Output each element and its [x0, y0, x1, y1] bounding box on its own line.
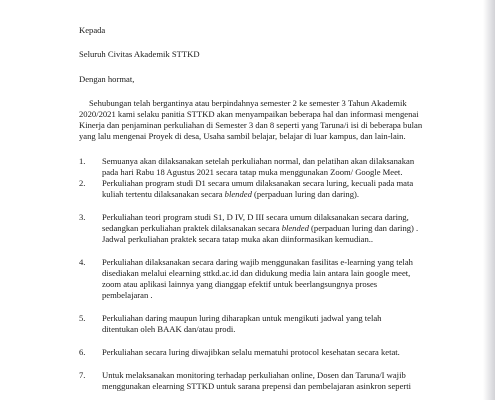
item-line: Perkuliahan secara luring diwajibkan selalu mematuhi protocol kesehatan secara ketat. — [102, 347, 400, 357]
item-line: Perkuliahan teori program studi S1, D IV, D III secara umum dilaksanakan secara daring, — [102, 212, 409, 222]
list-item — [79, 347, 451, 358]
item-line: ditentukan oleh BAAK dan/atau prodi. — [102, 324, 236, 334]
item-line: pada hari Rabu 18 Agustus 2021 secara tatap muka menggunakan Zoom/ Google Meet. — [102, 167, 403, 177]
opening-line: 2020/2021 kami selaku panitia STTKD akan menyampaikan beberapa hal dan informasi mengenai — [79, 109, 419, 119]
item-emphasis: blended — [224, 189, 252, 199]
item-line: Perkuliahan program studi D1 secara umum dilaksanakan secara luring, kecuali pada mata — [102, 178, 414, 188]
opening-line: yang lalu mengenai Proyek di desa, Usaha sambil belajar, belajar di luar kampus, dan lain-lain. — [79, 131, 406, 141]
item-line: Perkuliahan dilaksanakan secara daring wajib menggunakan fasilitas e-learning yang telah — [102, 257, 413, 267]
opening-line: Kinerja dan penjaminan perkuliahan di Semester 3 dan 8 seperti yang Taruna/i isi di beberapa bulan — [79, 120, 423, 130]
item-line: zoom atau aplikasi lainnya yang dianggap efektif untuk beerlangsungnya proses — [102, 279, 378, 289]
item-text: (perpaduan luring dan daring) . — [308, 223, 419, 233]
letter-body — [79, 25, 451, 392]
list-item — [79, 257, 451, 301]
item-emphasis: blended — [281, 223, 309, 233]
item-number: 3. — [79, 212, 86, 222]
item-line: Perkuliahan daring maupun luring diharapkan untuk mengikuti jadwal yang telah — [102, 313, 382, 323]
item-text: kuliah tertentu dilaksanakan secara — [102, 189, 223, 199]
opening-line: Sehubungan telah bergantinya atau berpindahnya semester 2 ke semester 3 Tahun Akademik — [89, 98, 407, 108]
item-line: Untuk melaksanakan monitoring terhadap perkuliahan online, Dosen dan Taruna/I wajib — [102, 370, 406, 380]
item-line: disediakan melalui elearning sttkd.ac.id dan didukung media lain antara lain google meet, — [102, 268, 411, 278]
item-number: 5. — [79, 313, 86, 323]
item-number: 7. — [79, 370, 86, 380]
item-number: 1. — [79, 156, 86, 166]
item-number: 6. — [79, 347, 86, 357]
item-line: pembelajaran . — [102, 290, 153, 300]
item-line: Jadwal perkuliahan praktek secara tatap muka akan diinformasikan kemudian.. — [102, 234, 374, 244]
item-text: sedangkan perkuliahan praktek dilaksanakan secara — [102, 223, 280, 233]
item-line: Semuanya akan dilaksanakan setelah perkuliahan normal, dan pelatihan akan dilaksanakan — [102, 156, 415, 166]
item-line: menggunakan elearning STTKD untuk sarana prepensi dan pembelajaran asinkron seperti — [102, 381, 412, 391]
opening-paragraph — [79, 98, 451, 142]
list-item — [79, 212, 451, 245]
item-line — [102, 189, 451, 200]
list-item — [79, 313, 451, 335]
list-item — [79, 178, 451, 200]
item-number: 2. — [79, 178, 86, 188]
recipient: Seluruh Civitas Akademik STTKD — [79, 49, 200, 59]
list-item — [79, 156, 451, 178]
item-number: 4. — [79, 257, 86, 267]
numbered-list — [79, 156, 451, 392]
list-item — [79, 370, 451, 392]
greeting: Dengan hormat, — [79, 74, 135, 84]
salutation-to: Kepada — [79, 25, 106, 35]
page-edge-shadow — [483, 0, 495, 400]
item-line — [102, 223, 451, 234]
item-text: (perpaduan luring dan daring). — [251, 189, 360, 199]
